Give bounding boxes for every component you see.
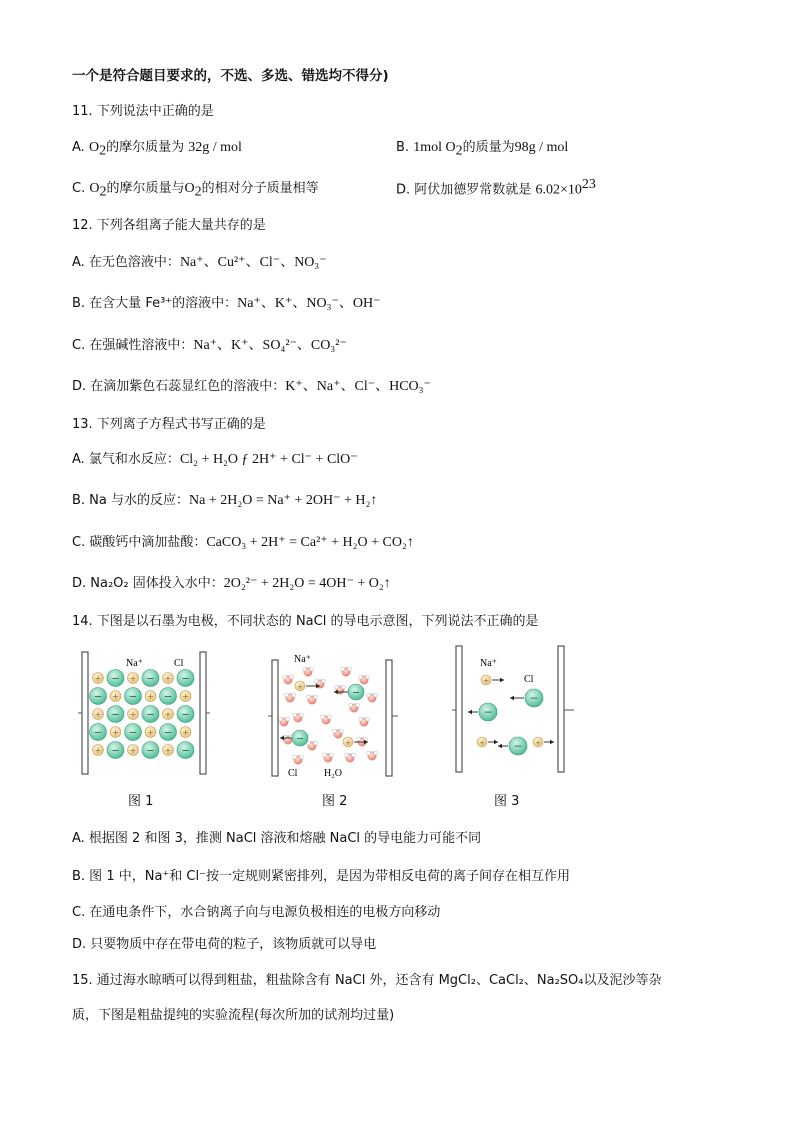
q12-option-d: D. 在滴加紫色石蕊显红色的溶液中：K⁺、Na⁺、Cl⁻、HCO₃⁻: [72, 379, 431, 394]
svg-text:+: +: [129, 745, 137, 755]
svg-text:+: +: [129, 673, 137, 683]
fig2-na-label: Na⁺: [294, 654, 311, 665]
svg-text:+: +: [296, 682, 304, 691]
water-molecule: [283, 735, 294, 744]
question-14-stem: 14. 下图是以石墨为电极，不同状态的 NaCl 的导电示意图，下列说法不正确的是: [72, 614, 539, 629]
water-molecule: [321, 715, 332, 724]
svg-text:+: +: [164, 745, 172, 755]
svg-text:+: +: [182, 691, 189, 701]
water-molecule: [285, 693, 296, 702]
question-15-line-2: 质，下图是粗盐提纯的实验流程(每次所加的试剂均过量): [72, 1008, 395, 1023]
section-instruction: 一个是符合题目要求的，不选、多选、错选均不得分): [72, 68, 389, 84]
free-ions: [468, 675, 554, 755]
svg-text:+: +: [129, 709, 137, 719]
svg-text:+: +: [482, 676, 490, 685]
q13-option-a: A. 氯气和水反应：Cl₂ + H₂O ƒ 2H⁺ + Cl⁻ + ClO⁻: [72, 452, 358, 467]
q12-option-c: C. 在强碱性溶液中：Na⁺、K⁺、SO₄²⁻、CO₃²⁻: [72, 338, 347, 353]
water-molecule: [367, 693, 378, 702]
svg-text:+: +: [344, 738, 352, 747]
water-molecule: [293, 713, 304, 722]
svg-text:−: −: [351, 687, 361, 699]
svg-text:+: +: [94, 745, 102, 755]
water-molecule: [279, 717, 290, 726]
figure-3-molten-nacl: [452, 642, 574, 776]
question-13-stem: 13. 下列离子方程式书写正确的是: [72, 417, 266, 432]
figure-1-caption: 图 1: [128, 794, 154, 809]
ion-lattice: [90, 670, 195, 759]
q13-option-d: D. Na₂O₂ 固体投入水中：2O₂²⁻ + 2H₂O = 4OH⁻ + O₂↑: [72, 576, 391, 591]
svg-text:−: −: [295, 733, 305, 745]
svg-text:−: −: [146, 673, 155, 685]
svg-text:−: −: [146, 745, 155, 757]
svg-text:−: −: [181, 709, 190, 721]
water-molecule: [359, 675, 370, 684]
svg-text:−: −: [513, 739, 523, 753]
water-molecule: [367, 751, 378, 760]
water-molecule: [283, 675, 294, 684]
svg-text:−: −: [93, 691, 103, 703]
water-molecule: [307, 741, 318, 750]
svg-text:+: +: [112, 727, 119, 737]
water-molecule: [293, 755, 304, 764]
q14-option-b: B. 图 1 中，Na⁺和 Cl⁻按一定规则紧密排列，是因为带相反电荷的离子间存在相互作用: [72, 869, 570, 884]
water-molecule: [323, 753, 334, 762]
fig2-h2o-label: H₂O: [324, 768, 342, 779]
fig3-na-label: Na⁺: [480, 658, 497, 669]
svg-text:+: +: [147, 691, 154, 701]
fig1-cl-label: Cl: [174, 658, 184, 669]
figure-2-nacl-solution: [268, 650, 398, 780]
svg-text:−: −: [163, 727, 173, 739]
svg-text:+: +: [94, 709, 102, 719]
svg-text:+: +: [478, 738, 486, 747]
svg-text:−: −: [128, 727, 138, 739]
water-molecule: [333, 729, 344, 738]
svg-text:+: +: [164, 709, 172, 719]
svg-text:−: −: [111, 745, 120, 757]
svg-text:+: +: [164, 673, 172, 683]
q13-option-c: C. 碳酸钙中滴加盐酸：CaCO₃ + 2H⁺ = Ca²⁺ + H₂O + CO₂↑: [72, 535, 414, 550]
svg-text:−: −: [483, 705, 493, 719]
figure-2-caption: 图 2: [322, 794, 348, 809]
svg-text:−: −: [93, 727, 103, 739]
q13-option-b: B. Na 与水的反应：Na + 2H₂O = Na⁺ + 2OH⁻ + H₂↑: [72, 493, 378, 508]
figure-3-caption: 图 3: [494, 794, 520, 809]
svg-text:+: +: [534, 738, 542, 747]
question-15-line-1: 15. 通过海水晾晒可以得到粗盐，粗盐除含有 NaCl 外，还含有 MgCl₂、CaCl₂、Na₂SO₄以及泥沙等杂: [72, 973, 662, 988]
hydrated-ions: [279, 667, 378, 764]
svg-text:−: −: [181, 673, 190, 685]
q11-option-c: C. $O_2$的摩尔质量与$O_2$的相对分子质量相等: [72, 181, 319, 200]
figure-1-solid-nacl: [78, 648, 210, 776]
q14-option-a: A. 根据图 2 和图 3，推测 NaCl 溶液和熔融 NaCl 的导电能力可能不同: [72, 831, 482, 846]
water-molecule: [307, 695, 318, 704]
svg-text:−: −: [111, 709, 120, 721]
q11-option-b: B. 1mol $O_2$的质量为98g / mol: [396, 140, 569, 159]
water-molecule: [345, 753, 356, 762]
water-molecule: [341, 667, 352, 676]
svg-text:+: +: [182, 727, 189, 737]
svg-text:−: −: [181, 745, 190, 757]
water-molecule: [359, 717, 370, 726]
q11-option-d: D. 阿伏加德罗常数就是 $6.02\times 10^{23}$: [396, 177, 596, 198]
svg-text:−: −: [146, 709, 155, 721]
svg-text:+: +: [112, 691, 119, 701]
svg-text:+: +: [147, 727, 154, 737]
water-molecule: [349, 703, 360, 712]
svg-text:−: −: [529, 691, 539, 705]
q14-option-d: D. 只要物质中存在带电荷的粒子，该物质就可以导电: [72, 937, 377, 952]
fig3-cl-label: Cl: [524, 674, 534, 685]
svg-text:−: −: [111, 673, 120, 685]
question-11-stem: 11. 下列说法中正确的是: [72, 104, 214, 119]
water-molecule: [303, 667, 314, 676]
svg-text:+: +: [94, 673, 102, 683]
fig2-cl-label: Cl: [288, 768, 298, 779]
q12-option-b: B. 在含大量 Fe³⁺的溶液中：Na⁺、K⁺、NO₃⁻、OH⁻: [72, 296, 381, 311]
svg-text:−: −: [128, 691, 138, 703]
question-12-stem: 12. 下列各组离子能大量共存的是: [72, 218, 266, 233]
q14-option-c: C. 在通电条件下，水合钠离子向与电源负极相连的电极方向移动: [72, 905, 441, 920]
svg-text:−: −: [163, 691, 173, 703]
fig1-na-label: Na⁺: [126, 658, 143, 669]
q12-option-a: A. 在无色溶液中：Na⁺、Cu²⁺、Cl⁻、NO₃⁻: [72, 255, 327, 270]
q11-option-a: A. $O_2$的摩尔质量为 32g / mol: [72, 140, 242, 159]
